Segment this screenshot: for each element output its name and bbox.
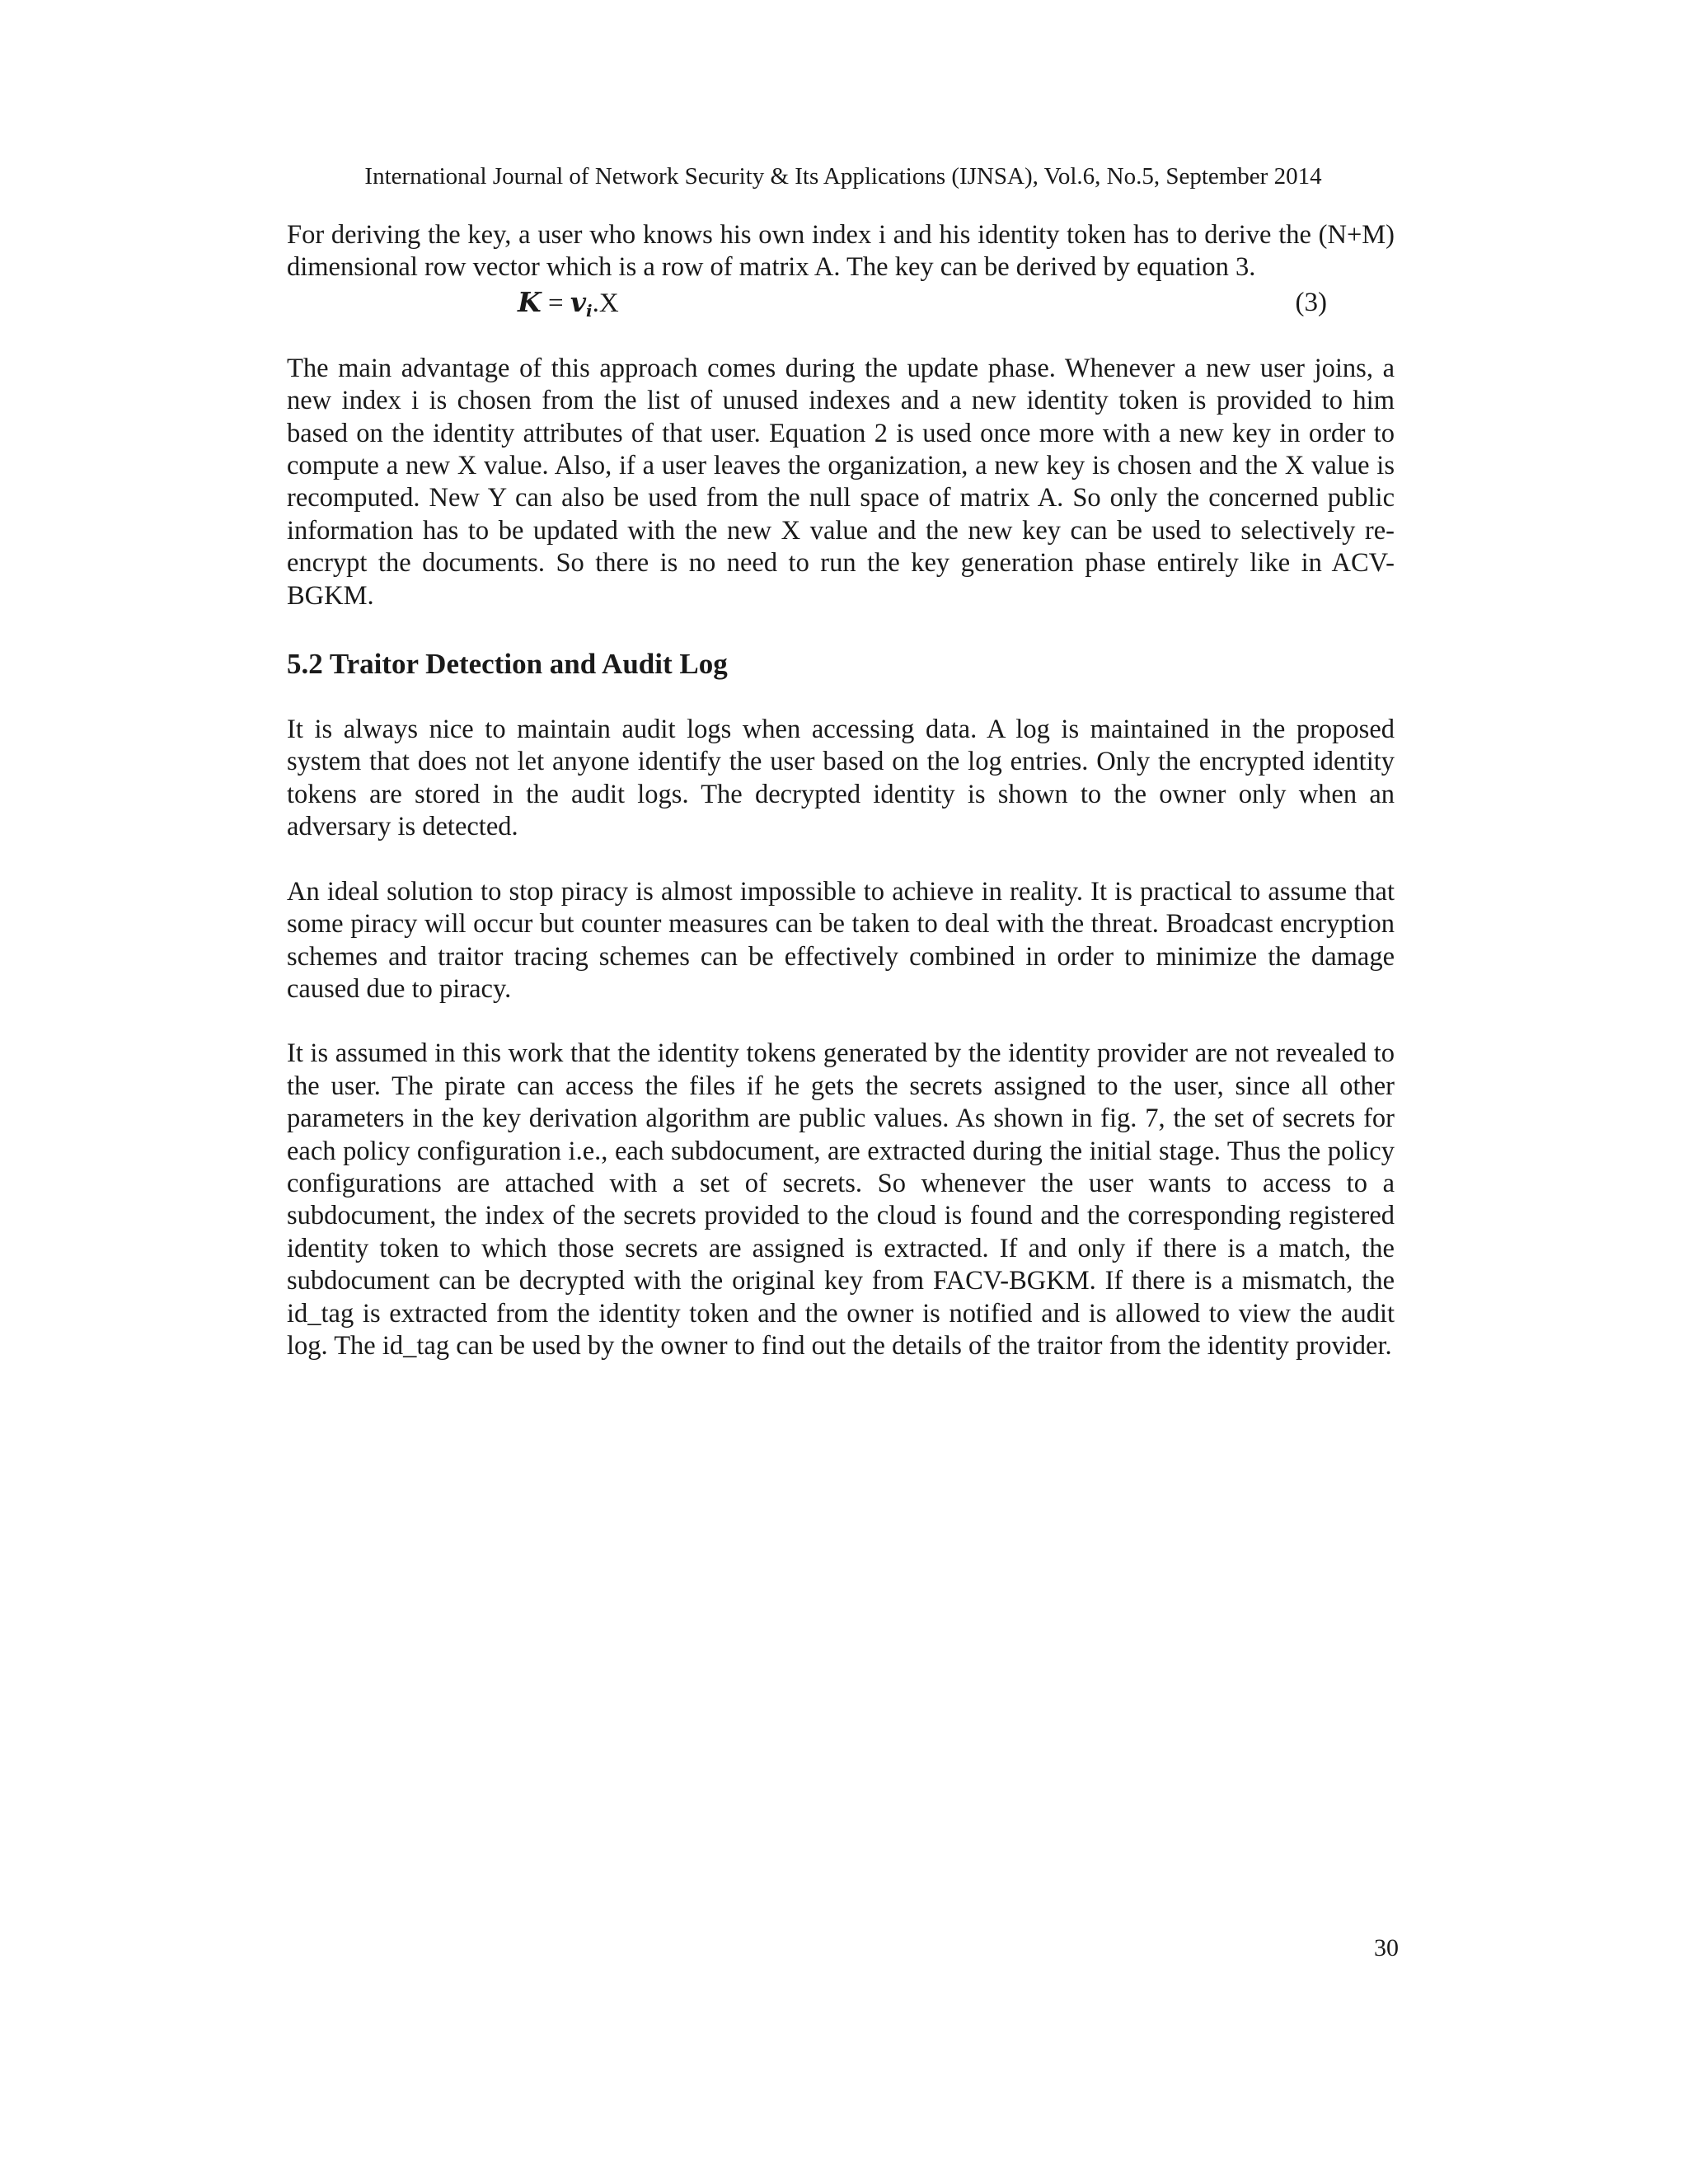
paragraph-key-derivation: For deriving the key, a user who knows his own index i and his identity token has to derive the (N+M) dimensional row vector which is a row of matrix A. The key can be derived by equation 3. [287,220,1395,283]
paragraph-audit-logs: It is always nice to maintain audit logs when accessing data. A log is maintained in the proposed system that does not let anyone identify the user based on the log entries. Only the encrypted identity tokens are stored in the audit logs. The decrypted identity is shown to the owner only when an adversary is detected. [287,715,1395,842]
equation-subscript: i [586,300,593,321]
paragraph-traitor-tracing: It is assumed in this work that the identity tokens generated by the identity provider are not revealed to the user. The pirate can access the files if he gets the secrets assigned to the user, since all other parameters in the key derivation algorithm are public values. As shown in fig. 7, the set of secrets for each policy configuration i.e., each subdocument, are extracted during the initial stage. Thus the policy configurations are attached with a set of secrets. So whenever the user wants to access to a subdocument, the index of the secrets provided to the cloud is found and the corresponding registered identity token to which those secrets are assigned is extracted. If and only if there is a match, the subdocument can be decrypted with the original key from FACV-BGKM. If there is a mismatch, the id_tag is extracted from the identity token and the owner is notified and is allowed to view the audit log. The id_tag can be used by the owner to find out the details of the traitor from the identity provider. [287,1038,1395,1361]
page-body [287,219,1395,1362]
paragraph-update-phase: The main advantage of this approach comes during the update phase. Whenever a new user joins, a new index i is chosen from the list of unused indexes and a new identity token is provided to him based on the identity attributes of that user. Equation 2 is used once more with a new key in order to compute a new X value. Also, if a user leaves the organization, a new key is chosen and the X value is recomputed. New Y can also be used from the null space of matrix A. So only the concerned public information has to be updated with the new X value and the new key can be used to selectively re-encrypt the documents. So there is no need to run the key generation phase entirely like in ACV-BGKM. [287,353,1395,611]
equation-equals: = [541,288,570,318]
equation-number: (3) [1295,287,1327,317]
equation-rhs: .X [592,288,619,318]
equation-lhs: K [518,285,542,318]
equation-expression [518,284,619,329]
page-number: 30 [1374,1934,1399,1961]
running-header: International Journal of Network Security & Its Applications (IJNSA), Vol.6, No.5, September 2014 [364,163,1322,190]
equation-var: v [570,285,586,318]
section-heading: 5.2 Traitor Detection and Audit Log [287,648,728,681]
equation-3 [287,284,1395,321]
paragraph-piracy: An ideal solution to stop piracy is almost impossible to achieve in reality. It is practical to assume that some piracy will occur but counter measures can be taken to deal with the threat. Broadcast encryption schemes and traitor tracing schemes can be effectively combined in order to minimize the damage caused due to piracy. [287,876,1395,1004]
